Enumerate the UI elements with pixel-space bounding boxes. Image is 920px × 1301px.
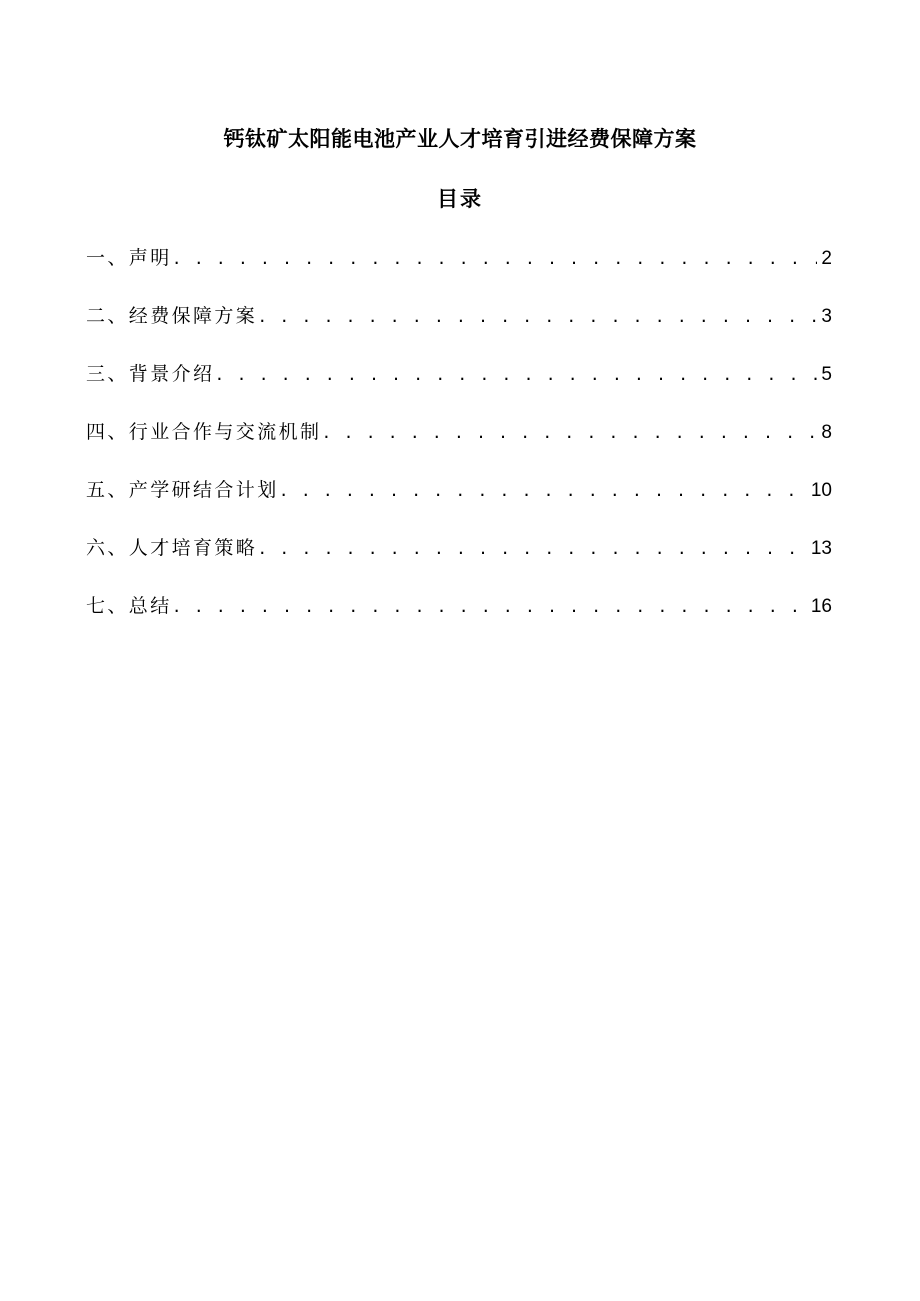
toc-entry-page-number: 16	[810, 596, 832, 617]
toc-entry-label: 六、人才培育策略	[86, 537, 258, 559]
toc-entry-declaration[interactable]	[86, 243, 832, 301]
toc-dot-leader	[259, 301, 817, 331]
toc-entry-label: 七、总结	[86, 595, 172, 617]
toc-dot-leader	[281, 475, 807, 505]
toc-entry-page-number: 5	[821, 364, 832, 385]
toc-entry-label: 二、经费保障方案	[86, 305, 258, 327]
toc-entry-background[interactable]	[86, 359, 832, 417]
toc-entry-industry-cooperation[interactable]	[86, 417, 832, 475]
toc-entry-funding-plan[interactable]	[86, 301, 832, 359]
toc-entry-page-number: 13	[810, 538, 832, 559]
toc-dot-leader	[216, 359, 817, 389]
toc-entry-page-number: 2	[821, 248, 832, 269]
toc-entry-page-number: 10	[810, 480, 832, 501]
toc-entry-label: 三、背景介绍	[86, 363, 215, 385]
toc-dot-leader	[259, 533, 807, 563]
document-title: 钙钛矿太阳能电池产业人才培育引进经费保障方案	[223, 127, 697, 151]
toc-dot-leader	[174, 591, 807, 621]
toc-entry-label: 四、行业合作与交流机制	[86, 421, 322, 443]
toc-entry-label: 一、声明	[86, 247, 172, 269]
toc-dot-leader	[323, 417, 817, 447]
toc-entry-talent-strategy[interactable]	[86, 533, 832, 591]
table-of-contents	[86, 243, 832, 649]
toc-entry-page-number: 3	[821, 306, 832, 327]
toc-heading: 目录	[437, 187, 483, 211]
toc-dot-leader	[174, 243, 818, 273]
toc-entry-page-number: 8	[821, 422, 832, 443]
toc-entry-summary[interactable]	[86, 591, 832, 649]
toc-entry-label: 五、产学研结合计划	[86, 479, 279, 501]
toc-entry-industry-academia-plan[interactable]	[86, 475, 832, 533]
